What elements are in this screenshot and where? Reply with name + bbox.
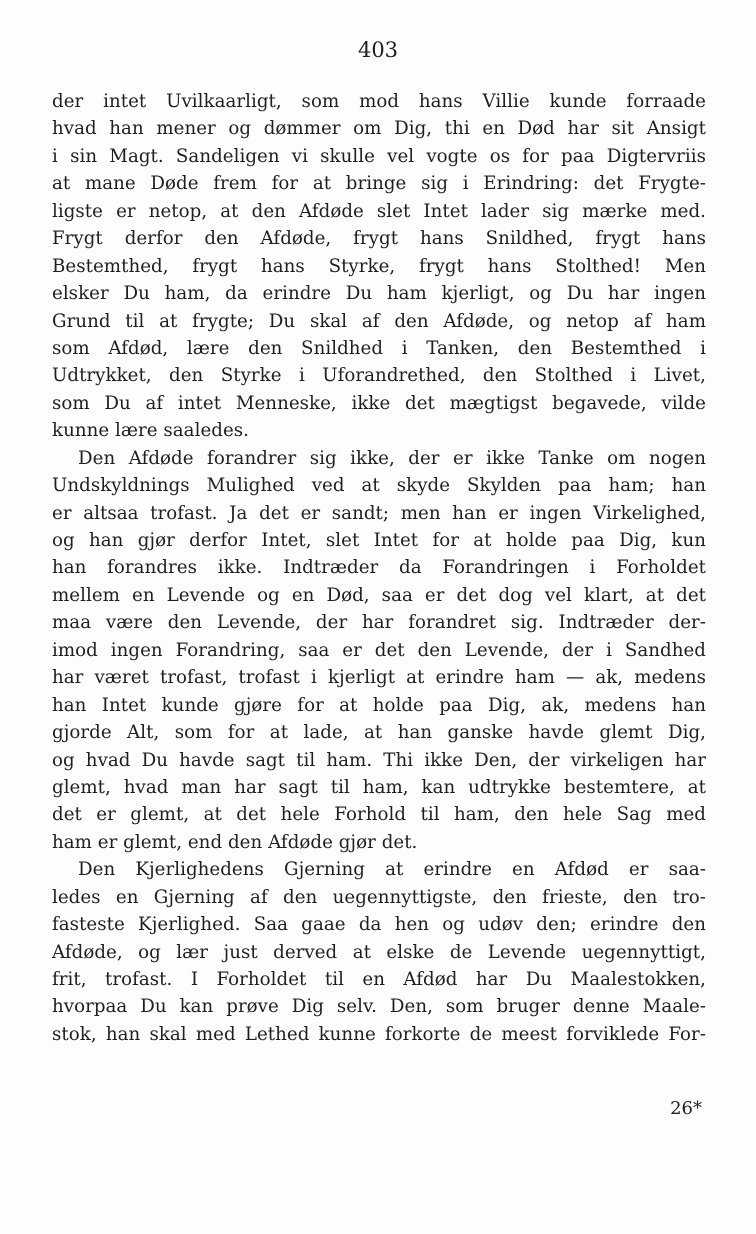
text-line: hvorpaa Du kan prøve Dig selv. Den, som bruger denne Maale- [52,996,706,1018]
text-line: frit, trofast. I Forholdet til en Afdød har Du Maalestokken, [52,969,706,990]
text-line: gjorde Alt, som for at lade, at han ganske havde glemt Dig, [52,722,706,744]
text-line: han forandres ikke. Indtræder da Forandringen i Forholdet [52,557,706,579]
text-line: Bestemthed, frygt hans Styrke, frygt hans Stolthed! Men [52,255,706,277]
text-line: Den Kjerlighedens Gjerning at erindre en Afdød er saa- [78,859,706,881]
text-line: og hvad Du havde sagt til ham. Thi ikke Den, der virkeligen har [52,749,706,771]
text-line: som Du af intet Menneske, ikke det mægtigst begavede, vilde [52,392,706,414]
text-line: han Intet kunde gjøre for at holde paa Dig, ak, medens han [52,694,706,716]
text-line: er altsaa trofast. Ja det er sandt; men han er ingen Virkelighed, [52,502,706,524]
text-line: mellem en Levende og en Død, saa er det dog vel klart, at det [52,584,706,606]
text-line: Udtrykket, den Styrke i Uforandrethed, den Stolthed i Livet, [52,365,706,387]
text-line: stok, han skal med Lethed kunne forkorte de meest forviklede For- [52,1023,706,1045]
text-line: imod ingen Forandring, saa er det den Levende, der i Sandhed [52,639,706,661]
text-line: der intet Uvilkaarligt, som mod hans Villie kunde forraade [52,91,706,112]
text-line: Den Afdøde forandrer sig ikke, der er ikke Tanke om nogen [78,447,706,469]
text-line: kunne lære saaledes. [52,420,249,442]
text-line: hvad han mener og dømmer om Dig, thi en Død har sit Ansigt [52,118,706,140]
text-line: i sin Magt. Sandeligen vi skulle vel vogte os for paa Digtervriis [52,145,706,167]
text-line: Afdøde, og lær just derved at elske de Levende uegennyttigt, [52,941,706,963]
text-line: ledes en Gjerning af den uegennyttigste, den frieste, den tro- [52,886,706,908]
text-line: ligste er netop, at den Afdøde slet Intet lader sig mærke med. [52,200,706,222]
text-line: fasteste Kjerlighed. Saa gaae da hen og udøv den; erindre den [52,914,706,936]
text-line: Frygt derfor den Afdøde, frygt hans Snildhed, frygt hans [52,228,706,250]
text-line: det er glemt, at det hele Forhold til ham, den hele Sag med [52,804,706,826]
text-line: har været trofast, trofast i kjerligt at erindre ham — ak, medens [52,667,706,689]
signature-mark: 26* [670,1098,702,1119]
text-line: at mane Døde frem for at bringe sig i Erindring: det Frygte- [52,173,706,195]
text-line: maa være den Levende, der har forandret sig. Indtræder der- [52,612,706,634]
text-line: Grund til at frygte; Du skal af den Afdøde, og netop af ham [52,310,706,332]
body-text [52,88,706,1048]
page-number: 403 [357,38,399,62]
text-line: og han gjør derfor Intet, slet Intet for at holde paa Dig, kun [52,530,706,551]
text-line: som Afdød, lære den Snildhed i Tanken, den Bestemthed i [52,337,706,359]
text-line: glemt, hvad man har sagt til ham, kan udtrykke bestemtere, at [52,776,706,798]
text-line: ham er glemt, end den Afdøde gjør det. [52,831,418,853]
text-line: elsker Du ham, da erindre Du ham kjerligt, og Du har ingen [52,283,706,305]
text-line: Undskyldnings Mulighed ved at skyde Skylden paa ham; han [52,475,706,497]
